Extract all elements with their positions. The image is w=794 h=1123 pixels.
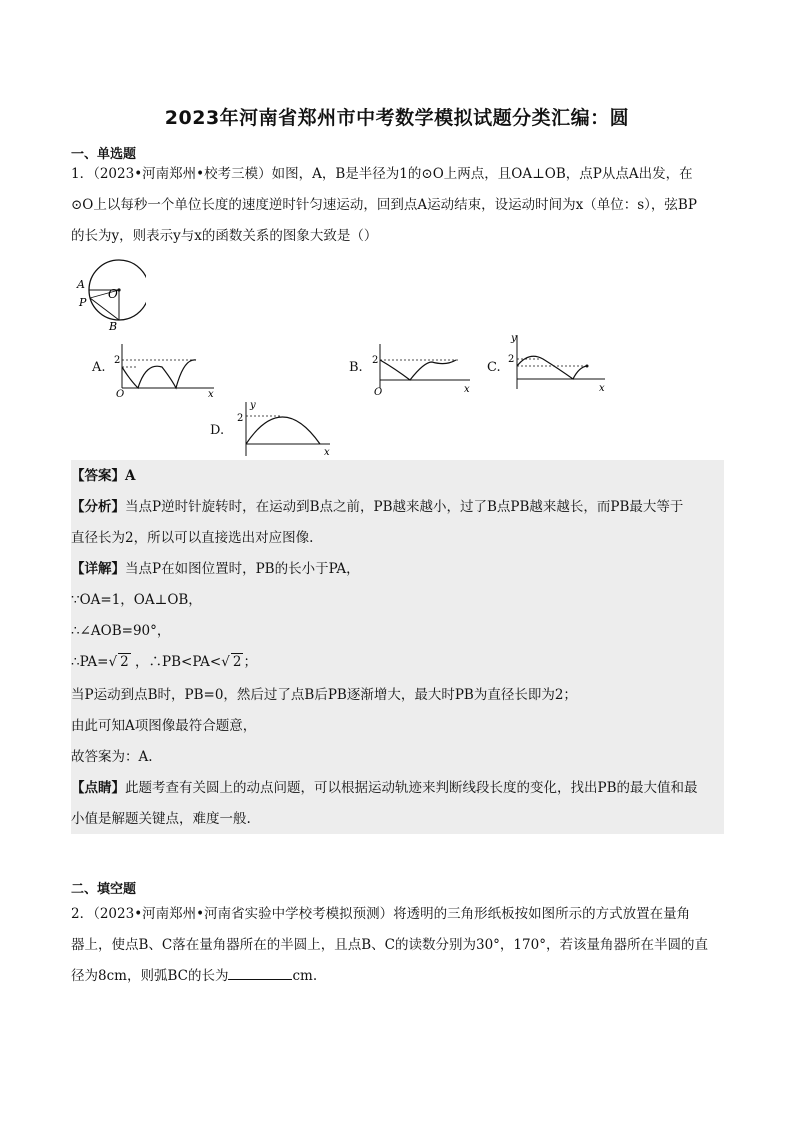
detail-line-5: 当P运动到点B时，PB=0，然后过了点B后PB逐渐增大，最大时PB为直径长即为2； — [71, 687, 577, 703]
option-c-label[interactable]: C. — [487, 360, 501, 375]
detail-4-part-c: ； — [243, 654, 257, 670]
label-b: B — [109, 320, 118, 333]
option-a-y-two: 2 — [114, 355, 121, 366]
option-a-graph[interactable] — [112, 340, 216, 398]
circle-figure — [74, 258, 146, 334]
analysis-line-2: 直径长为2，所以可以直接选出对应图像. — [71, 530, 314, 546]
option-d-x-label: x — [324, 447, 330, 458]
question-2-unit: cm. — [292, 968, 318, 984]
label-o: O — [108, 287, 118, 301]
detail-line-6: 由此可知A项图像最符合题意， — [71, 718, 257, 734]
detail-4-part-a: ∴PA= — [71, 654, 109, 670]
comment-tag: 【点睛】 — [71, 780, 125, 796]
detail-line-4: ∴PA=√ 2 ，∴PB<PA<√ 2 ； — [71, 654, 257, 670]
option-b-x-label: x — [464, 384, 470, 395]
detail-4-part-b: ，∴PB<PA< — [135, 654, 222, 670]
option-d-y-label: y — [250, 400, 256, 411]
option-b-label[interactable]: B. — [349, 360, 363, 375]
answer-blank[interactable] — [228, 965, 292, 980]
option-b-graph[interactable] — [370, 340, 474, 398]
option-a-label[interactable]: A. — [92, 360, 106, 375]
option-c-y-two: 2 — [508, 354, 515, 365]
option-a-x-label: x — [208, 389, 214, 398]
answer-line — [71, 462, 724, 490]
option-b-origin: O — [374, 387, 383, 398]
detail-line-7: 故答案为：A. — [71, 749, 153, 765]
question-2-line-3 — [71, 962, 724, 990]
analysis-line-1 — [71, 493, 724, 521]
detail-line-1 — [71, 555, 724, 583]
detail-line-3: ∴∠AOB=90°， — [71, 623, 171, 639]
option-c-y-label: y — [511, 333, 517, 344]
option-a-origin: O — [116, 389, 125, 398]
question-2-line-1: 2．（2023•河南郑州•河南省实验中学校考模拟预测）将透明的三角形纸板按如图所示的方式放置在量角 — [71, 906, 691, 922]
question-1-line-2: ⊙O上以每秒一个单位长度的速度逆时针匀速运动，回到点A运动结束，设运动时间为x（单位：s），弦BP — [71, 197, 697, 213]
comment-line-1 — [71, 774, 724, 802]
question-1-line-3: 的长为y，则表示y与x的函数关系的图象大致是（） — [71, 228, 378, 244]
detail-text-1: 当点P在如图位置时，PB的长小于PA， — [125, 561, 360, 577]
analysis-text-1: 当点P逆时针旋转时，在运动到B点之前，PB越来越小，过了B点PB越来越长，而PB最大等于 — [125, 499, 684, 515]
page-title: 2023年河南省郑州市中考数学模拟试题分类汇编：圆 — [164, 107, 630, 129]
question-2-line-2: 器上，使点B、C落在量角器所在的半圆上，且点B、C的读数分别为30°，170°，若该量角器所在半圆的直 — [71, 937, 708, 953]
option-d-graph[interactable] — [234, 398, 336, 458]
question-2-line-3-text: 径为8cm，则弧BC的长为 — [71, 968, 229, 984]
detail-tag: 【详解】 — [71, 561, 125, 577]
detail-line-2: ∵OA=1，OA⊥OB， — [71, 592, 202, 608]
option-d-label[interactable]: D. — [210, 423, 225, 438]
question-1-line-1: 1．（2023•河南郑州•校考三模）如图，A，B是半径为1的⊙O上两点，且OA⊥OB，点P从点A出发，在 — [71, 166, 693, 182]
section-heading-fill-blank: 二、填空题 — [71, 882, 137, 897]
analysis-tag: 【分析】 — [71, 499, 125, 515]
label-p: P — [79, 296, 87, 309]
sqrt-two-a: 2 — [120, 654, 129, 670]
sqrt-two-b: 2 — [232, 654, 242, 670]
option-d-y-two: 2 — [237, 413, 244, 424]
option-c-graph[interactable] — [507, 333, 609, 395]
option-c-x-label: x — [599, 383, 605, 394]
comment-text-1: 此题考查有关圆上的动点问题，可以根据运动轨迹来判断线段长度的变化，找出PB的最大值和最 — [125, 780, 698, 796]
comment-line-2: 小值是解题关键点，难度一般. — [71, 811, 251, 827]
answer-text: 【答案】A — [71, 468, 136, 484]
label-a: A — [77, 278, 85, 291]
option-b-y-two: 2 — [372, 355, 379, 366]
center-dot — [117, 288, 120, 291]
section-heading-single-choice: 一、单选题 — [71, 147, 137, 162]
